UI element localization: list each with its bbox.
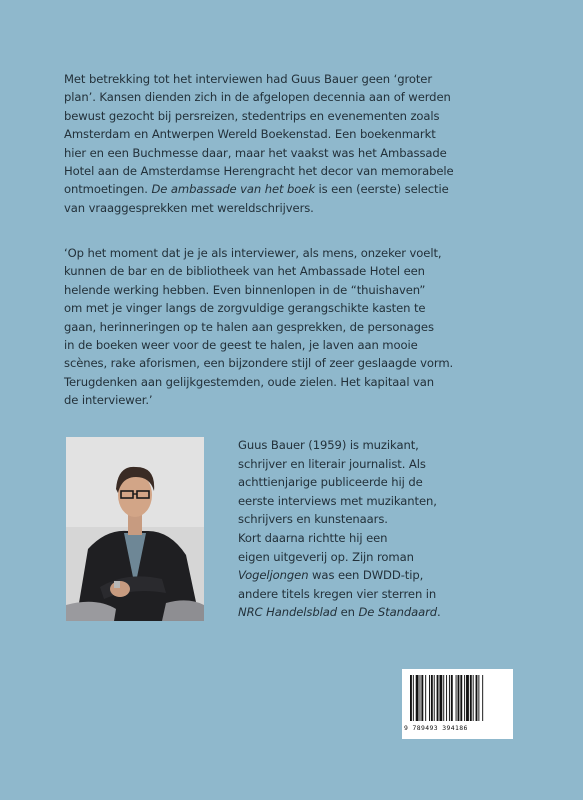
text-line: schrijver en literair journalist. Als: [238, 456, 426, 471]
text-line: kunnen de bar en de bibliotheek van het Ambassade Hotel een: [64, 264, 425, 279]
text-line: Amsterdam en Antwerpen Wereld Boekenstad. Een boekenmarkt: [64, 127, 436, 142]
text-line: schrijvers en kunstenaars.: [238, 512, 388, 527]
author-bio: [238, 436, 448, 622]
barcode-bar: [439, 675, 442, 721]
text-line: [238, 603, 448, 622]
intro-paragraph: [64, 70, 534, 217]
text-line: eigen uitgeverij op. Zijn roman: [238, 549, 414, 564]
barcode-bar: [434, 675, 435, 721]
text-line: in de boeken weer voor de geest te halen, je laven aan mooie: [64, 338, 418, 353]
barcode-bar: [420, 675, 421, 721]
quote-paragraph: [64, 244, 534, 410]
text-line: eerste interviews met muzikanten,: [238, 493, 437, 508]
text-line: ‘Op het moment dat je je als interviewer, als mens, onzeker voelt,: [64, 246, 442, 260]
barcode-bar: [443, 675, 444, 721]
text-line: Kort daarna richtte hij een: [238, 530, 388, 545]
barcode-bar: [429, 675, 430, 721]
novel-title: Vogeljongen: [238, 568, 309, 583]
barcode-bar: [451, 675, 453, 721]
text-line: van vraaggesprekken met wereldschrijvers.: [64, 200, 314, 215]
text-fragment: en: [336, 605, 359, 620]
author-portrait-illustration: [66, 437, 204, 621]
text-line: achttienjarige publiceerde hij de: [238, 475, 423, 490]
text-line: de interviewer.’: [64, 393, 153, 408]
text-line: Terugdenken aan gelijkgestemden, oude zielen. Het kapitaal van: [64, 374, 435, 389]
isbn-barcode: [402, 669, 513, 739]
text-line: scènes, rake aforismen, een bijzondere stijl of zeer geslaagde vorm.: [64, 356, 454, 371]
barcode-bars: [402, 669, 513, 725]
barcode-bar: [446, 675, 447, 721]
barcode-bar: [421, 675, 423, 721]
text-line: plan’. Kansen dienden zich in de afgelopen decennia aan of werden: [64, 90, 451, 105]
text-line: [238, 566, 448, 585]
barcode-bar: [413, 675, 414, 721]
text-line: [64, 180, 534, 198]
isbn-number: 9 789493 394186: [404, 724, 468, 732]
newspaper-title: De Standaard: [358, 605, 438, 620]
text-line: gaan, herinneringen op te halen aan gesprekken, de personages: [64, 319, 434, 334]
text-fragment: ontmoetingen.: [64, 182, 148, 197]
barcode-bar: [464, 675, 465, 721]
text-fragment: is een (eerste) selectie: [314, 182, 449, 197]
text-line: helende werking hebben. Even binnenlopen in de “thuishaven”: [64, 282, 426, 297]
text-line: om met je vinger langs de zorgvuldige gerangschikte kasten te: [64, 301, 426, 316]
text-line: Hotel aan de Amsterdamse Herengracht het decor van memorabele: [64, 164, 454, 179]
barcode-bar: [470, 675, 472, 721]
barcode-bar: [482, 675, 483, 721]
barcode-bar: [456, 675, 457, 721]
barcode-bar: [449, 675, 450, 721]
barcode-bar: [466, 675, 469, 721]
barcode-bar: [425, 675, 426, 721]
text-line: andere titels kregen vier sterren in: [238, 586, 437, 601]
text-fragment: .: [437, 605, 441, 620]
text-line: Met betrekking tot het interviewen had Guus Bauer geen ‘groter: [64, 72, 432, 86]
barcode-bar: [410, 675, 412, 721]
author-photo: [66, 437, 204, 621]
barcode-bar: [478, 675, 479, 721]
book-title: De ambassade van het boek: [151, 182, 315, 197]
barcode-bar: [431, 675, 433, 721]
text-line: bewust gezocht bij persreizen, stedentrips en evenementen zoals: [64, 108, 440, 123]
barcode-bar: [473, 675, 474, 721]
barcode-bar: [460, 675, 462, 721]
barcode-bar: [437, 675, 439, 721]
text-line: Guus Bauer (1959) is muzikant,: [238, 438, 419, 452]
barcode-bar: [476, 675, 478, 721]
text-fragment: was een DWDD-tip,: [308, 568, 424, 583]
barcode-bar: [458, 675, 460, 721]
newspaper-title: NRC Handelsblad: [238, 605, 337, 620]
barcode-bar: [416, 675, 419, 721]
text-line: hier en een Buchmesse daar, maar het vaakst was het Ambassade: [64, 145, 447, 160]
